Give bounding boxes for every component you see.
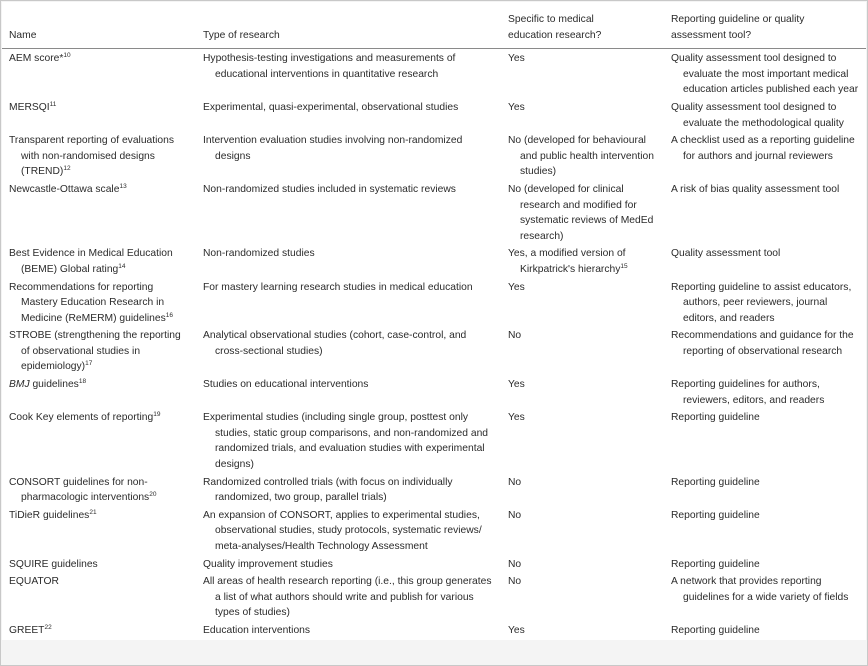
cell-guideline-or-tool	[665, 98, 866, 131]
cell-name	[2, 326, 197, 375]
type-text: Experimental studies (including single group, posttest only studies, static group comparisons, and non-randomized and randomized trials, and evaluation studies with experimental designs)	[203, 412, 489, 471]
cell-guideline-or-tool	[665, 278, 866, 327]
cell-type-of-research	[197, 506, 502, 555]
type-text: Studies on educational interventions	[203, 379, 369, 391]
reference-number: 15	[620, 262, 628, 270]
specific-text: No	[508, 509, 522, 521]
specific-text: No	[508, 576, 522, 588]
cell-type-of-research	[197, 408, 502, 472]
specific-text: No	[508, 558, 522, 570]
cell-specific	[502, 506, 665, 555]
specific-text: Yes	[508, 53, 525, 65]
specific-text: Yes, a modified version of Kirkpatrick's hierarchy	[508, 248, 626, 275]
name-text: Transparent reporting of evaluations with non-randomised designs (TREND)	[9, 135, 175, 178]
type-text: An expansion of CONSORT, applies to experimental studies, observational studies, study protocols, systematic reviews/ meta-analyses/Health Technology Assessment	[203, 509, 482, 552]
cell-name	[2, 49, 197, 98]
specific-text: Yes	[508, 101, 525, 113]
table-row	[2, 375, 866, 408]
cell-name	[2, 278, 197, 327]
type-text: Non-randomized studies included in systematic reviews	[203, 183, 456, 195]
table-row	[2, 326, 866, 375]
cell-guideline-or-tool	[665, 375, 866, 408]
cell-specific	[502, 555, 665, 573]
table-row	[2, 408, 866, 472]
reference-number: 14	[118, 262, 126, 270]
tool-text: Reporting guidelines for authors, reviewers, editors, and readers	[671, 379, 825, 406]
name-text: Newcastle-Ottawa scale	[9, 183, 120, 195]
table-row	[2, 278, 866, 327]
cell-guideline-or-tool	[665, 473, 866, 506]
header-row	[2, 2, 866, 49]
table-row	[2, 180, 866, 244]
cell-guideline-or-tool	[665, 555, 866, 573]
header-name: Name	[2, 2, 197, 49]
cell-specific	[502, 131, 665, 180]
cell-guideline-or-tool	[665, 408, 866, 472]
cell-type-of-research	[197, 621, 502, 643]
type-text: For mastery learning research studies in medical education	[203, 281, 473, 293]
cell-name	[2, 572, 197, 621]
specific-text: Yes	[508, 412, 525, 424]
cell-type-of-research	[197, 555, 502, 573]
cell-specific	[502, 408, 665, 472]
table-row	[2, 131, 866, 180]
tool-text: Quality assessment tool designed to evaluate the methodological quality	[671, 101, 844, 129]
table-row	[2, 98, 866, 131]
cell-guideline-or-tool	[665, 180, 866, 244]
type-text: All areas of health research reporting (i.e., this group generates a list of what authors should write and publish for various types of studies)	[203, 576, 492, 619]
cell-guideline-or-tool	[665, 49, 866, 98]
cell-type-of-research	[197, 180, 502, 244]
name-text: CONSORT guidelines for non-pharmacologic interventions	[9, 476, 150, 504]
name-text: STROBE (strengthening the reporting of observational studies in epidemiology)	[9, 330, 181, 373]
reference-number: 11	[49, 100, 57, 108]
cell-specific	[502, 49, 665, 98]
cell-specific	[502, 244, 665, 277]
cell-guideline-or-tool	[665, 244, 866, 277]
reference-number: 21	[89, 508, 97, 516]
reference-number: 17	[85, 360, 93, 368]
cell-name	[2, 131, 197, 180]
header-type-of-research: Type of research	[197, 2, 502, 49]
reference-number: 20	[149, 491, 157, 499]
reference-number: 16	[165, 311, 174, 319]
tool-text: Reporting guideline	[671, 558, 760, 570]
cell-name	[2, 98, 197, 131]
reference-number: 10	[63, 52, 71, 60]
cell-guideline-or-tool	[665, 572, 866, 621]
reporting-guidelines-table	[2, 2, 866, 644]
tool-text: Reporting guideline	[671, 509, 760, 521]
cell-name	[2, 375, 197, 408]
tool-text: A network that provides reporting guidelines for a wide variety of fields	[671, 576, 849, 603]
specific-text: Yes	[508, 624, 525, 636]
type-text: Education interventions	[203, 624, 311, 636]
type-text: Experimental, quasi-experimental, observational studies	[203, 101, 459, 113]
cell-name	[2, 621, 197, 643]
cell-name	[2, 244, 197, 277]
cell-specific	[502, 98, 665, 131]
type-text: Non-randomized studies	[203, 248, 315, 260]
table-row	[2, 49, 866, 98]
reference-number: 22	[44, 623, 52, 631]
name-text: BMJ	[9, 379, 30, 391]
cell-type-of-research	[197, 244, 502, 277]
tool-text: Reporting guideline	[671, 624, 760, 636]
type-text: Analytical observational studies (cohort, case-control, and cross-sectional studies)	[203, 330, 467, 357]
cell-specific	[502, 326, 665, 375]
cell-specific	[502, 278, 665, 327]
name-text: SQUIRE guidelines	[9, 558, 98, 570]
cell-type-of-research	[197, 278, 502, 327]
tool-text: Reporting guideline to assist educators, authors, peer reviewers, journal editors, and readers	[671, 281, 852, 324]
cell-name	[2, 473, 197, 506]
cell-guideline-or-tool	[665, 131, 866, 180]
cell-specific	[502, 621, 665, 643]
name-text: MERSQI	[9, 101, 50, 113]
table-row	[2, 621, 866, 643]
header-guideline-or-tool: Reporting guideline or quality assessment tool?	[665, 2, 866, 49]
specific-text: No (developed for behavioural and public health intervention studies)	[508, 135, 654, 178]
specific-text: Yes	[508, 281, 525, 293]
cell-name	[2, 506, 197, 555]
specific-text: No	[508, 476, 522, 488]
tool-text: Reporting guideline	[671, 476, 760, 488]
reference-number: 18	[78, 378, 87, 386]
specific-text: Yes	[508, 379, 525, 391]
cell-specific	[502, 473, 665, 506]
cell-guideline-or-tool	[665, 506, 866, 555]
table-row	[2, 555, 866, 573]
name-text: EQUATOR	[9, 576, 59, 588]
tool-text: A risk of bias quality assessment tool	[671, 183, 840, 195]
cell-type-of-research	[197, 98, 502, 131]
name-text: AEM score*	[9, 53, 64, 65]
type-text: Quality improvement studies	[203, 558, 333, 570]
cell-name	[2, 180, 197, 244]
tool-text: Quality assessment tool	[671, 248, 781, 260]
specific-text: No (developed for clinical research and modified for systematic reviews of MedEd research)	[508, 183, 654, 242]
cell-type-of-research	[197, 49, 502, 98]
cell-specific	[502, 180, 665, 244]
cell-type-of-research	[197, 473, 502, 506]
cell-type-of-research	[197, 375, 502, 408]
reference-number: 12	[63, 165, 71, 173]
type-text: Intervention evaluation studies involving non-randomized designs	[203, 135, 463, 162]
table-row	[2, 473, 866, 506]
reference-number: 19	[153, 411, 161, 419]
type-text: Randomized controlled trials (with focus on individually randomized, two group, parallel trials)	[203, 476, 453, 504]
name-text: Best Evidence in Medical Education (BEME) Global rating	[9, 248, 173, 275]
tool-text: Recommendations and guidance for the reporting of observational research	[671, 330, 854, 357]
cell-name	[2, 408, 197, 472]
table-row	[2, 506, 866, 555]
tool-text: Reporting guideline	[671, 412, 760, 424]
table-footer-strip	[2, 641, 866, 665]
specific-text: No	[508, 330, 522, 342]
table-row	[2, 244, 866, 277]
name-text: GREET	[9, 624, 45, 636]
name-text: TiDieR guidelines	[9, 509, 90, 521]
name-text: Recommendations for reporting Mastery Education Research in Medicine (ReMERM) guidelines	[9, 281, 166, 324]
table-container	[2, 2, 866, 640]
type-text: Hypothesis-testing investigations and measurements of educational interventions in quantitative research	[203, 53, 456, 80]
cell-specific	[502, 375, 665, 408]
table-row	[2, 572, 866, 621]
cell-type-of-research	[197, 131, 502, 180]
cell-guideline-or-tool	[665, 326, 866, 375]
tool-text: Quality assessment tool designed to evaluate the most important medical education articles published each year	[671, 53, 859, 96]
cell-guideline-or-tool	[665, 621, 866, 643]
cell-specific	[502, 572, 665, 621]
header-specific-to-meded: Specific to medical education research?	[502, 2, 665, 49]
name-suffix: guidelines	[29, 379, 79, 391]
cell-type-of-research	[197, 326, 502, 375]
tool-text: A checklist used as a reporting guideline for authors and journal reviewers	[671, 135, 855, 162]
cell-type-of-research	[197, 572, 502, 621]
name-text: Cook Key elements of reporting	[9, 412, 154, 424]
reference-number: 13	[119, 182, 127, 190]
cell-name	[2, 555, 197, 573]
